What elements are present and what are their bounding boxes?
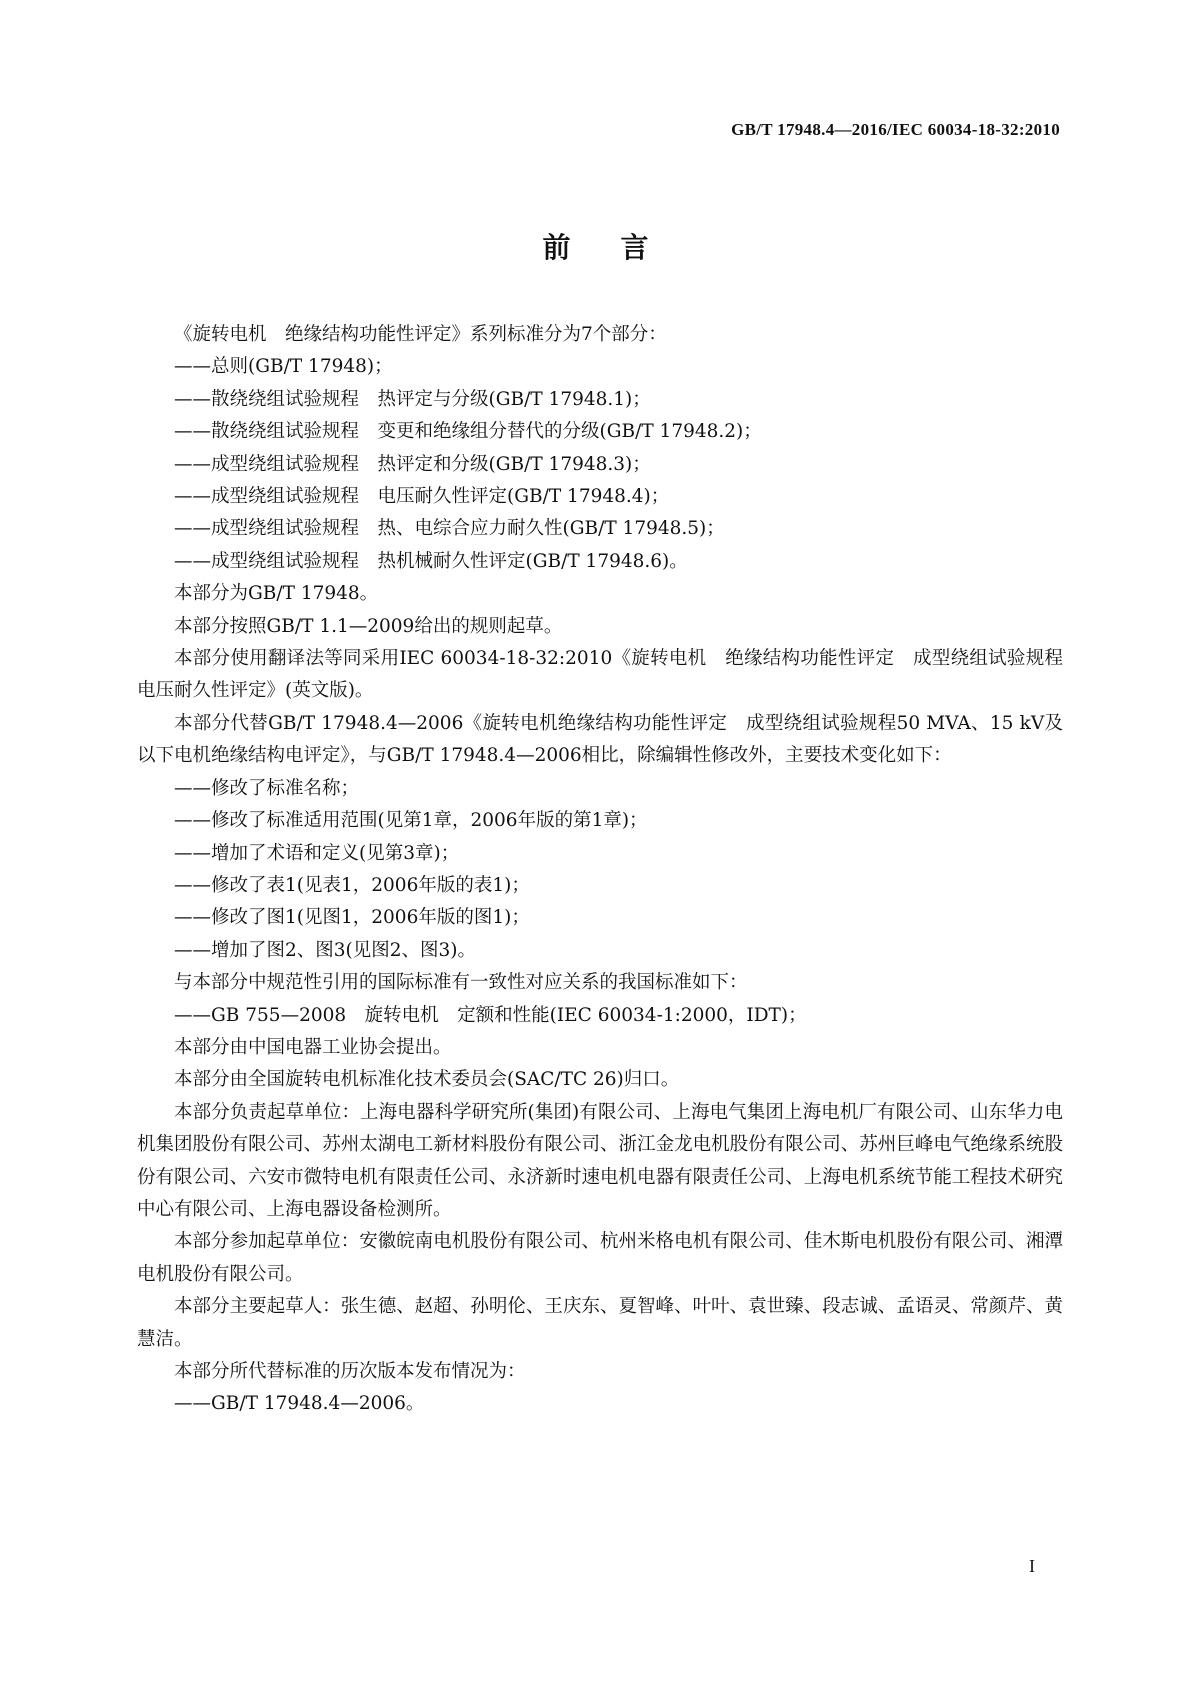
list-item: ——成型绕组试验规程 电压耐久性评定(GB/T 17948.4)； bbox=[174, 486, 670, 508]
list-item: ——总则(GB/T 17948)； bbox=[174, 356, 393, 378]
page-number: I bbox=[1029, 1556, 1035, 1576]
paragraph: 本部分所代替标准的历次版本发布情况为： bbox=[174, 1361, 526, 1382]
paragraph: 本部分为GB/T 17948。 bbox=[174, 583, 379, 605]
list-item: ——成型绕组试验规程 热评定和分级(GB/T 17948.3)； bbox=[174, 453, 651, 475]
list-item: ——修改了表1(见表1，2006年版的表1)； bbox=[174, 874, 530, 896]
list-item: ——成型绕组试验规程 热、电综合应力耐久性(GB/T 17948.5)； bbox=[174, 518, 725, 540]
paragraph: 本部分由中国电器工业协会提出。 bbox=[174, 1036, 452, 1058]
paragraph-drafters: 本部分主要起草人：张生德、赵超、孙明伦、王庆东、夏智峰、叶叶、袁世臻、段志诚、孟语灵、常颜芹、黄慧洁。 bbox=[137, 1296, 1063, 1350]
list-item: ——成型绕组试验规程 热机械耐久性评定(GB/T 17948.6)。 bbox=[174, 550, 688, 572]
paragraph: 与本部分中规范性引用的国际标准有一致性对应关系的我国标准如下： bbox=[174, 972, 748, 994]
paragraph: 本部分由全国旋转电机标准化技术委员会(SAC/TC 26)归口。 bbox=[174, 1069, 680, 1091]
page-title: 前言 bbox=[542, 231, 699, 264]
list-item: ——散绕绕组试验规程 变更和绝缘组分替代的分级(GB/T 17948.2)； bbox=[174, 421, 762, 443]
list-item: ——增加了术语和定义(见第3章)； bbox=[174, 842, 460, 864]
list-item: ——增加了图2、图3(见图2、图3)。 bbox=[174, 939, 477, 961]
standard-code-header: GB/T 17948.4—2016/IEC 60034-18-32:2010 bbox=[731, 120, 1060, 139]
list-item: ——散绕绕组试验规程 热评定与分级(GB/T 17948.1)； bbox=[174, 388, 651, 410]
foreword-body bbox=[137, 319, 1082, 1421]
list-item: ——修改了图1(见图1，2006年版的图1)； bbox=[174, 907, 530, 929]
paragraph-series-intro: 《旋转电机 绝缘结构功能性评定》系列标准分为7个部分： bbox=[174, 324, 667, 345]
paragraph-translation-note: 本部分使用翻译法等同采用IEC 60034-18-32:2010《旋转电机 绝缘结构功能性评定 成型绕组试验规程 电压耐久性评定》(英文版)。 bbox=[137, 648, 1082, 702]
list-item: ——修改了标准名称； bbox=[174, 777, 360, 799]
paragraph-drafting-units: 本部分负责起草单位：上海电器科学研究所(集团)有限公司、上海电气集团上海电机厂有限公司、山东华力电机集团股份有限公司、苏州太湖电工新材料股份有限公司、浙江金龙电机股份有限公司、苏州巨峰电气绝缘系统股份有限公司、六安市微特电机有限责任公司、永济新时速电机电器有限责任公司、上海电机系统节能工程技术研究中心有限公司、上海电器设备检测所。 bbox=[137, 1101, 1063, 1220]
list-item: ——修改了标准适用范围(见第1章，2006年版的第1章)； bbox=[174, 810, 648, 832]
paragraph-participating-units: 本部分参加起草单位：安徽皖南电机股份有限公司、杭州米格电机有限公司、佳木斯电机股份有限公司、湘潭电机股份有限公司。 bbox=[137, 1231, 1063, 1285]
paragraph: 本部分按照GB/T 1.1—2009给出的规则起草。 bbox=[174, 615, 563, 637]
list-item: ——GB/T 17948.4—2006。 bbox=[174, 1393, 425, 1415]
paragraph-replacement-note: 本部分代替GB/T 17948.4—2006《旋转电机绝缘结构功能性评定 成型绕组试验规程50 MVA、15 kV及以下电机绝缘结构电评定》，与GB/T 17948.4—2006相比，除编辑性修改外，主要技术变化如下： bbox=[137, 712, 1063, 767]
list-item: ——GB 755—2008 旋转电机 定额和性能(IEC 60034-1:2000，IDT)； bbox=[174, 1004, 807, 1026]
